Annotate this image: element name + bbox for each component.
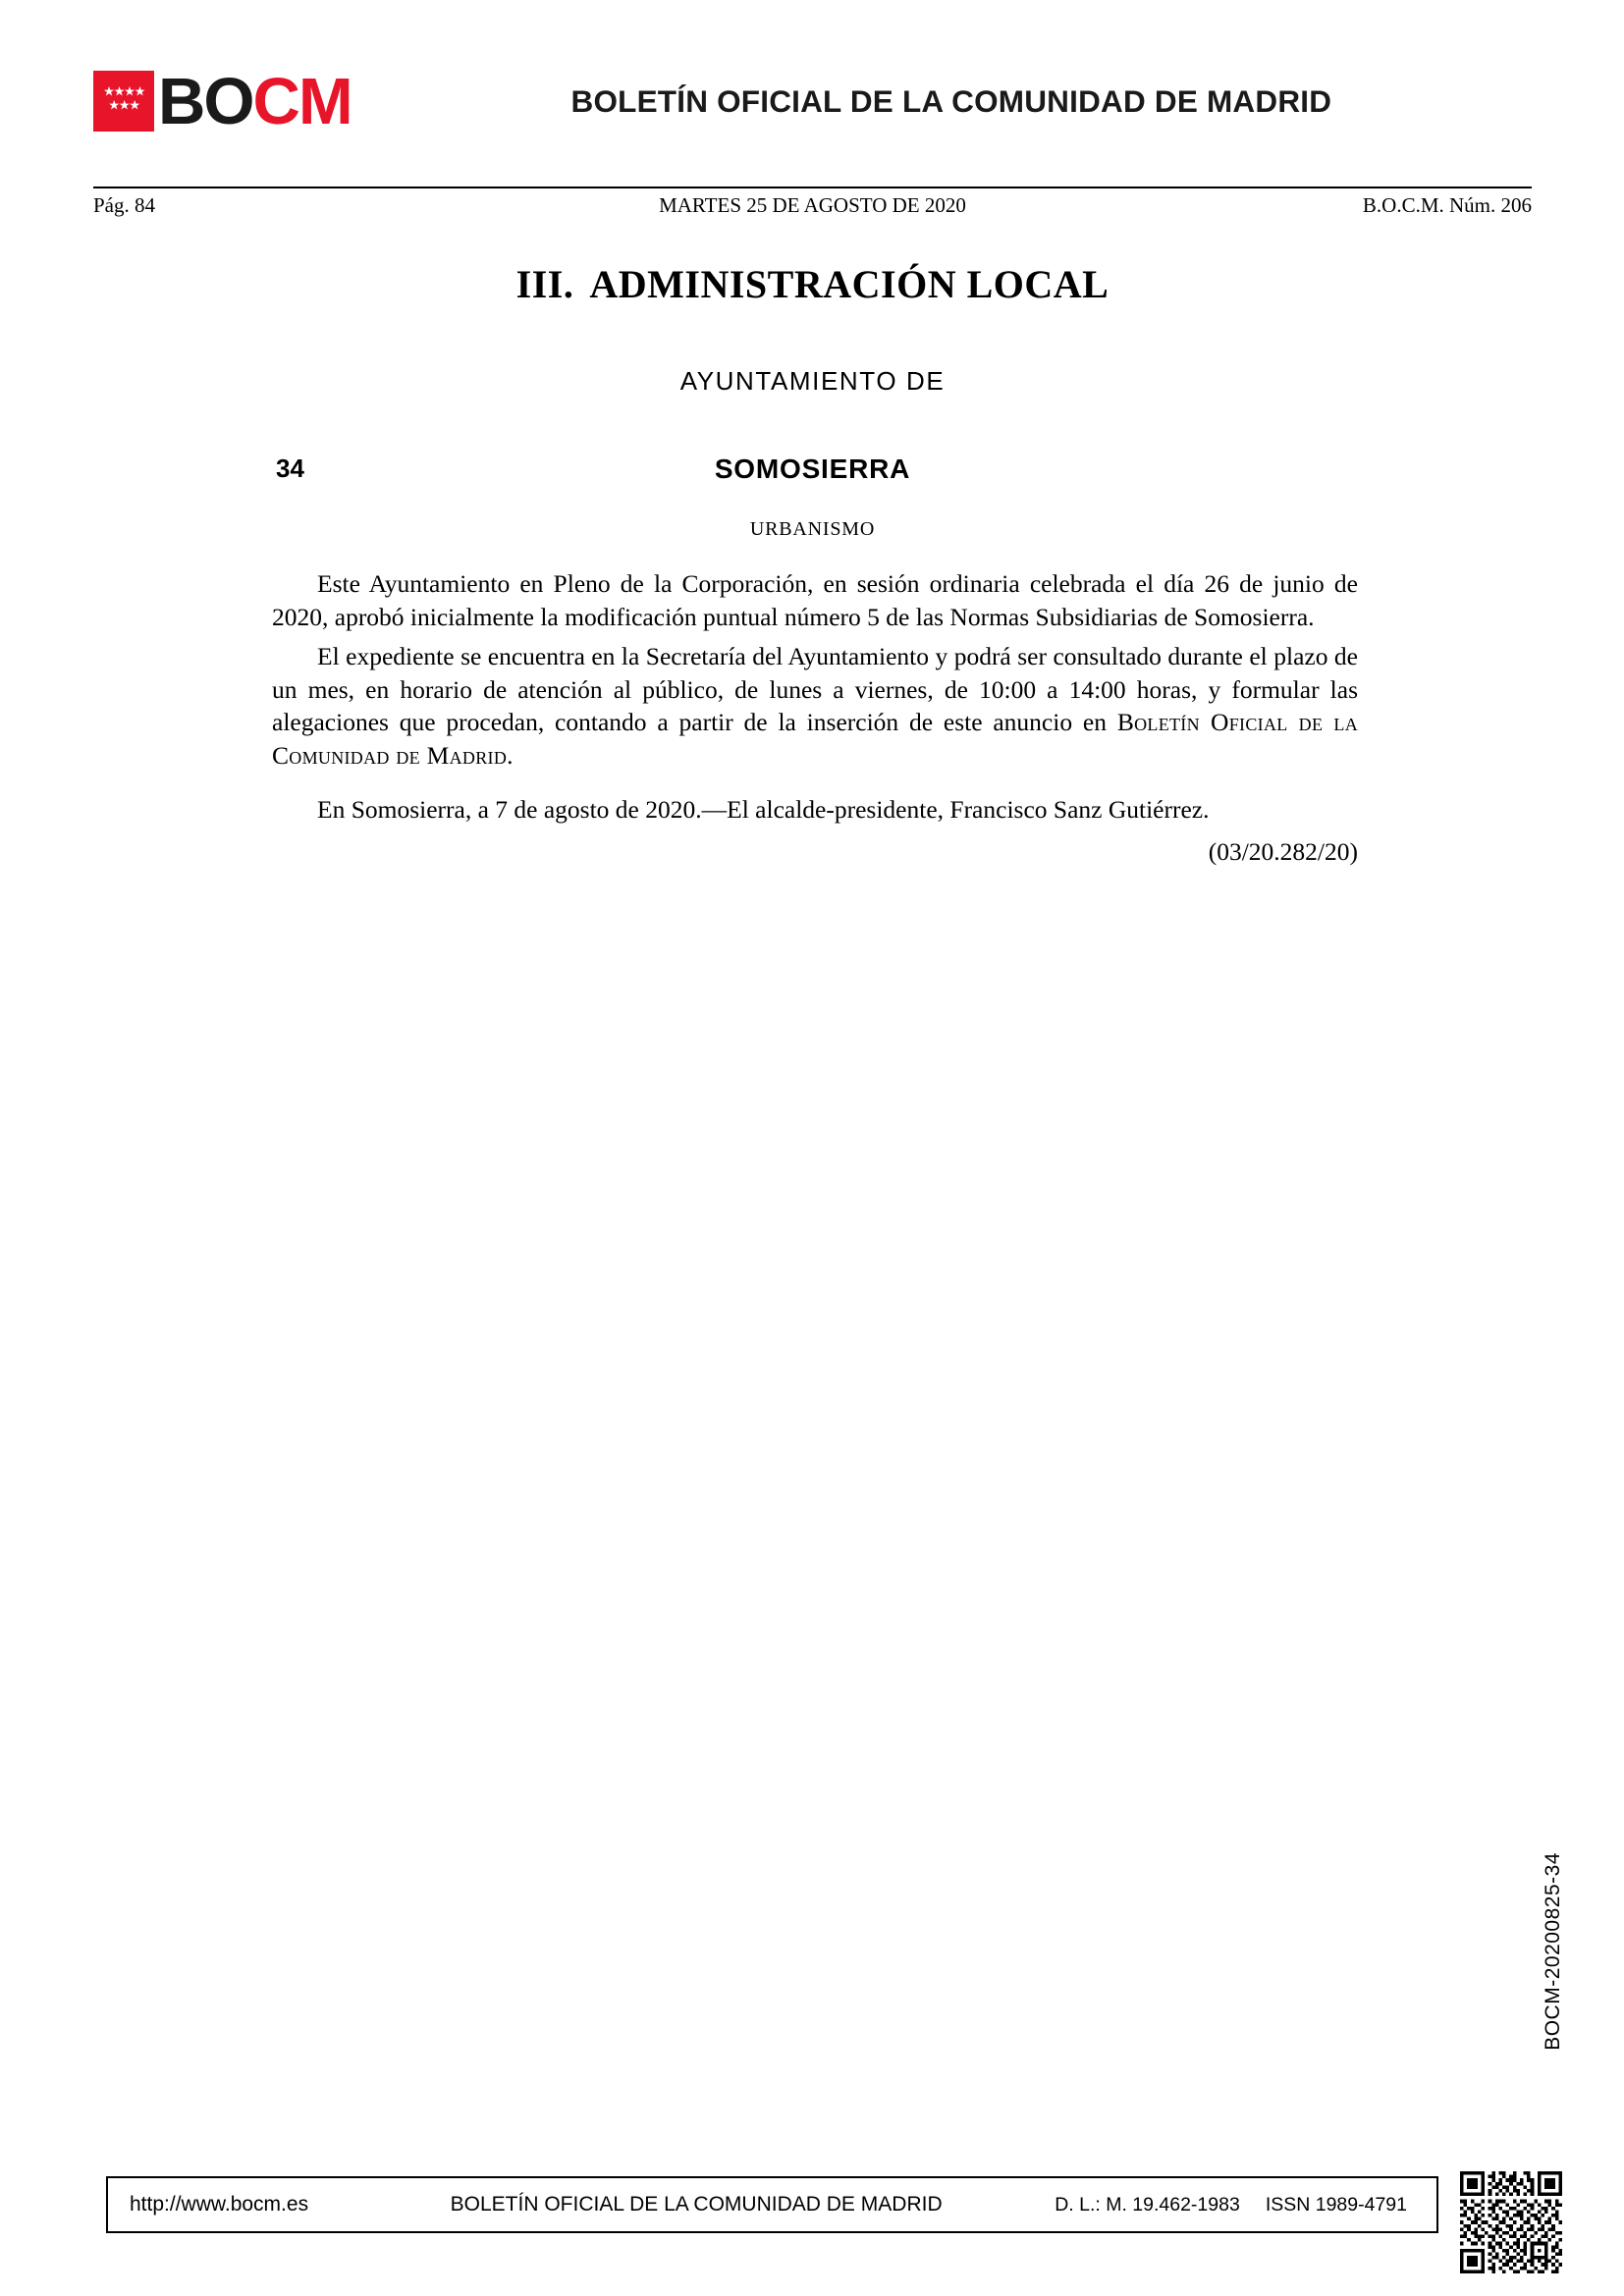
logo-bo-text: BO — [158, 64, 253, 138]
subject-heading: URBANISMO — [749, 518, 876, 540]
paragraph-2-text-end: . — [507, 740, 514, 770]
bocm-logo — [93, 64, 352, 138]
section-title-text: ADMINISTRACIÓN LOCAL — [589, 262, 1110, 306]
masthead — [93, 61, 1532, 141]
page-info-bar — [93, 193, 1532, 225]
bocm-wordmark — [158, 64, 352, 138]
item-header-row — [93, 454, 1532, 493]
logo-cm-text: CM — [252, 64, 352, 138]
signature-line: En Somosierra, a 7 de agosto de 2020.—El alcalde-presidente, Francisco Sanz Gutiérrez. — [317, 795, 1210, 824]
section-numeral: III. — [515, 262, 574, 306]
footer-title: BOLETÍN OFICIAL DE LA COMUNIDAD DE MADRID — [450, 2193, 943, 2216]
legal-deposit: D. L.: M. 19.462-1983 — [1055, 2193, 1240, 2216]
publication-date: MARTES 25 DE AGOSTO DE 2020 — [659, 193, 966, 217]
issn-number: ISSN 1989-4791 — [1265, 2193, 1407, 2216]
paragraph-2-text-start: El expediente se encuentra en la Secretaría del Ayuntamiento y podrá ser consultado durante el plazo de un mes, en horario de atención al público, de lunes a viernes, de 10:00 a 14:00 horas, y formular las alegaciones que procedan, contando a partir de la inserción de este anuncio en — [272, 642, 1358, 736]
section-heading — [93, 261, 1532, 307]
item-number: 34 — [276, 454, 304, 483]
madrid-coat-of-arms-icon — [93, 71, 154, 132]
bocm-reference-smallcaps: Boletín Oficial de la Comunidad de Madrid — [272, 708, 1358, 770]
organism-heading: AYUNTAMIENTO DE — [679, 366, 946, 396]
municipality-name: SOMOSIERRA — [714, 454, 911, 484]
page-number-label: Pág. 84 — [93, 193, 155, 217]
header-divider — [93, 187, 1532, 188]
issue-number: B.O.C.M. Núm. 206 — [1362, 193, 1532, 217]
paragraph-2 — [272, 640, 1358, 772]
masthead-title: BOLETÍN OFICIAL DE LA COMUNIDAD DE MADRID — [570, 82, 1332, 119]
paragraph-1: Este Ayuntamiento en Pleno de la Corporación, en sesión ordinaria celebrada el día 26 de junio de 2020, aprobó inicialmente la modificación puntual número 5 de las Normas Subsidiarias de Somosierra. — [272, 569, 1358, 631]
reference-code: (03/20.282/20) — [1208, 836, 1358, 866]
footer-website-url[interactable]: http://www.bocm.es — [130, 2193, 309, 2216]
vertical-document-code: BOCM-20200825-34 — [1542, 1852, 1564, 2051]
qr-code — [1460, 2171, 1562, 2273]
footer-bar — [106, 2176, 1438, 2233]
document-body — [272, 567, 1358, 868]
